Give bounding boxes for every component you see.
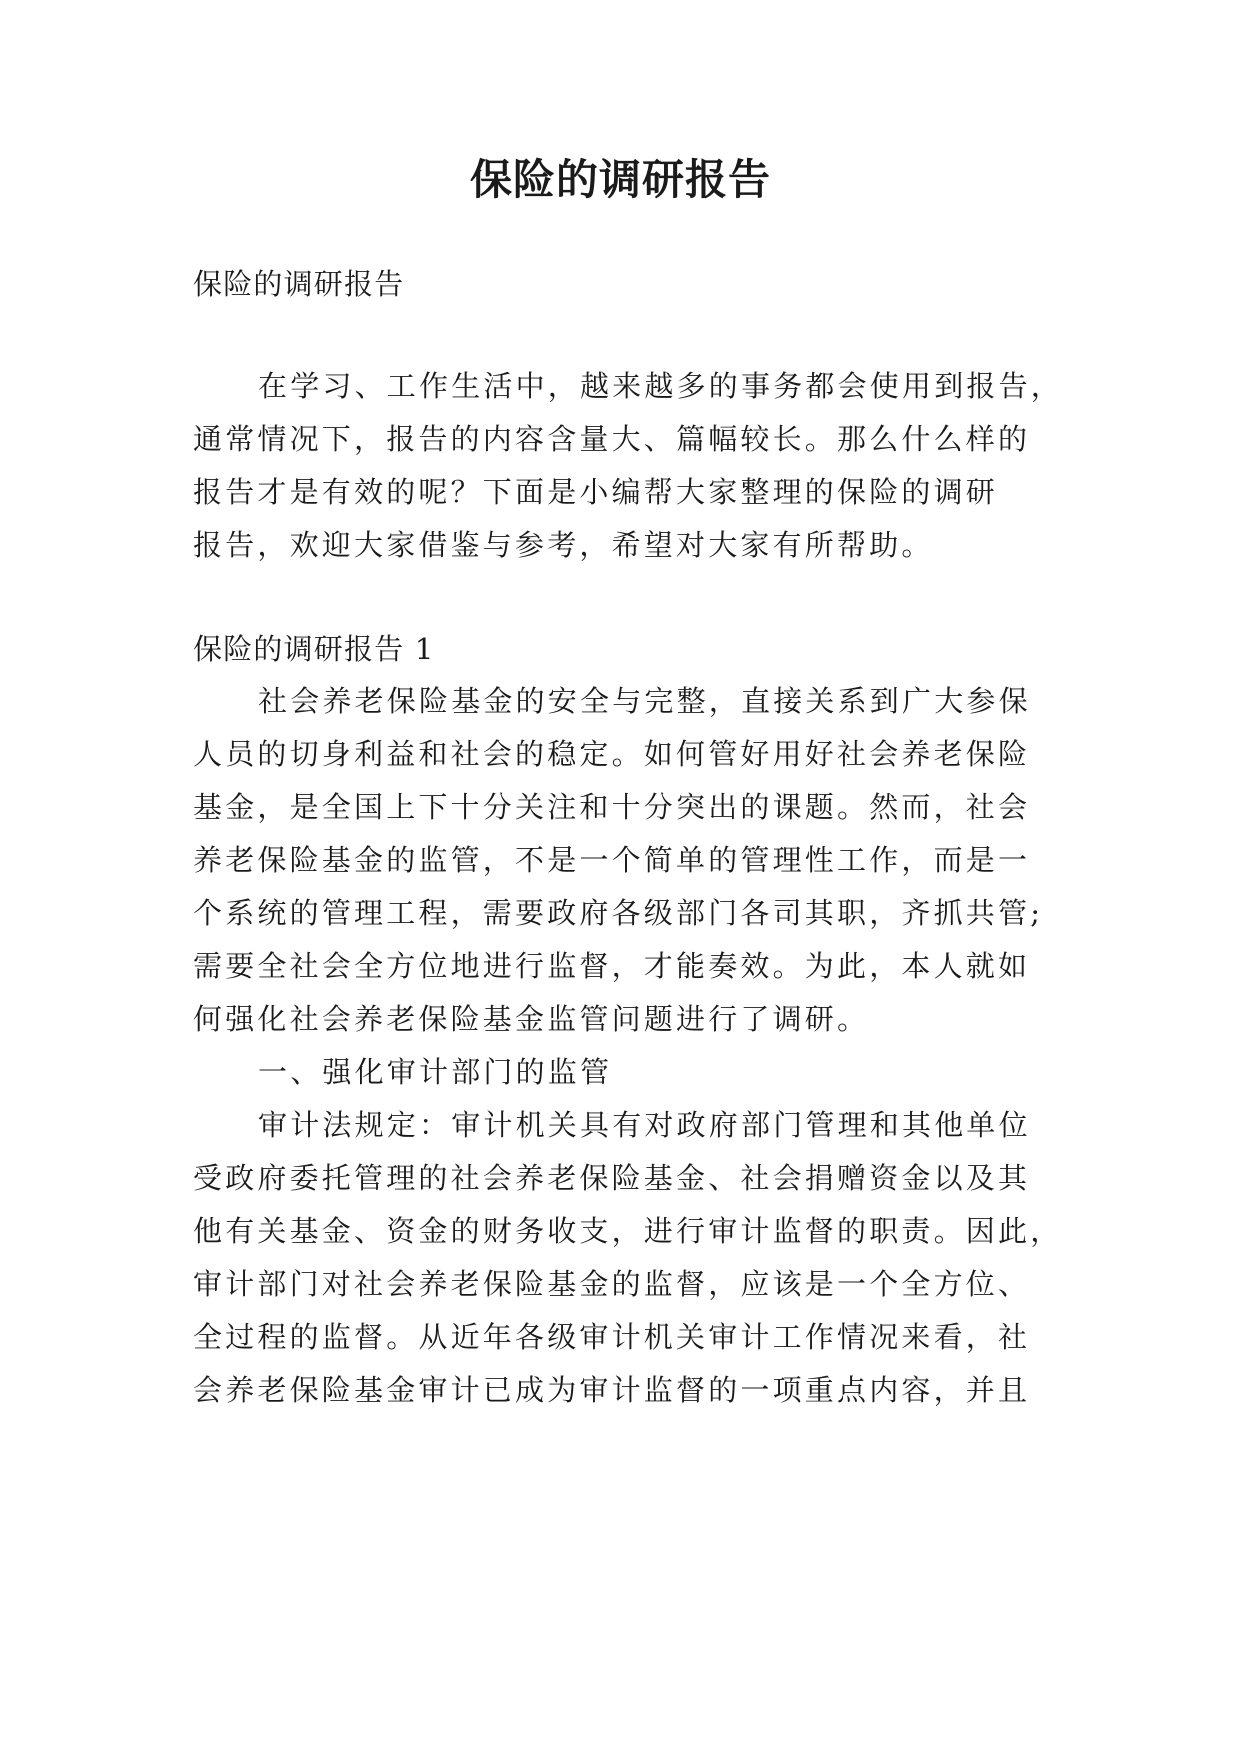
section-line: 基金，是全国上下十分关注和十分突出的课题。然而，社会 (193, 790, 1031, 824)
intro-line: 报告才是有效的呢？下面是小编帮大家整理的保险的调研 (193, 475, 999, 509)
section-line: 何强化社会养老保险基金监管问题进行了调研。 (193, 1002, 870, 1036)
section-line: 全过程的监督。从近年各级审计机关审计工作情况来看，社 (193, 1320, 1031, 1354)
section-line: 他有关基金、资金的财务收支，进行审计监督的职责。因此， (193, 1214, 1063, 1248)
intro-line: 通常情况下，报告的内容含量大、篇幅较长。那么什么样的 (193, 422, 1031, 456)
section-line: 需要全社会全方位地进行监督，才能奏效。为此，本人就如 (193, 949, 1031, 983)
subheading: 一、强化审计部门的监管 (258, 1055, 613, 1089)
section-line: 审计部门对社会养老保险基金的监督，应该是一个全方位、 (193, 1267, 1031, 1301)
section-line: 人员的切身利益和社会的稳定。如何管好用好社会养老保险 (193, 737, 1031, 771)
document-subtitle: 保险的调研报告 (193, 267, 405, 301)
section-line: 审计法规定：审计机关具有对政府部门管理和其他单位 (258, 1108, 1031, 1142)
section-heading: 保险的调研报告 1 (193, 632, 435, 666)
intro-line: 在学习、工作生活中，越来越多的事务都会使用到报告， (258, 369, 1064, 403)
section-line: 养老保险基金的监管，不是一个简单的管理性工作，而是一 (193, 843, 1031, 877)
section-line: 社会养老保险基金的安全与完整，直接关系到广大参保 (258, 684, 1031, 718)
intro-line: 报告，欢迎大家借鉴与参考，希望对大家有所帮助。 (193, 528, 934, 562)
section-line: 会养老保险基金审计已成为审计监督的一项重点内容，并且 (193, 1373, 1031, 1407)
section-line: 受政府委托管理的社会养老保险基金、社会捐赠资金以及其 (193, 1161, 1031, 1195)
section-line: 个系统的管理工程，需要政府各级部门各司其职，齐抓共管; (193, 896, 1044, 930)
document-title: 保险的调研报告 (469, 155, 771, 204)
